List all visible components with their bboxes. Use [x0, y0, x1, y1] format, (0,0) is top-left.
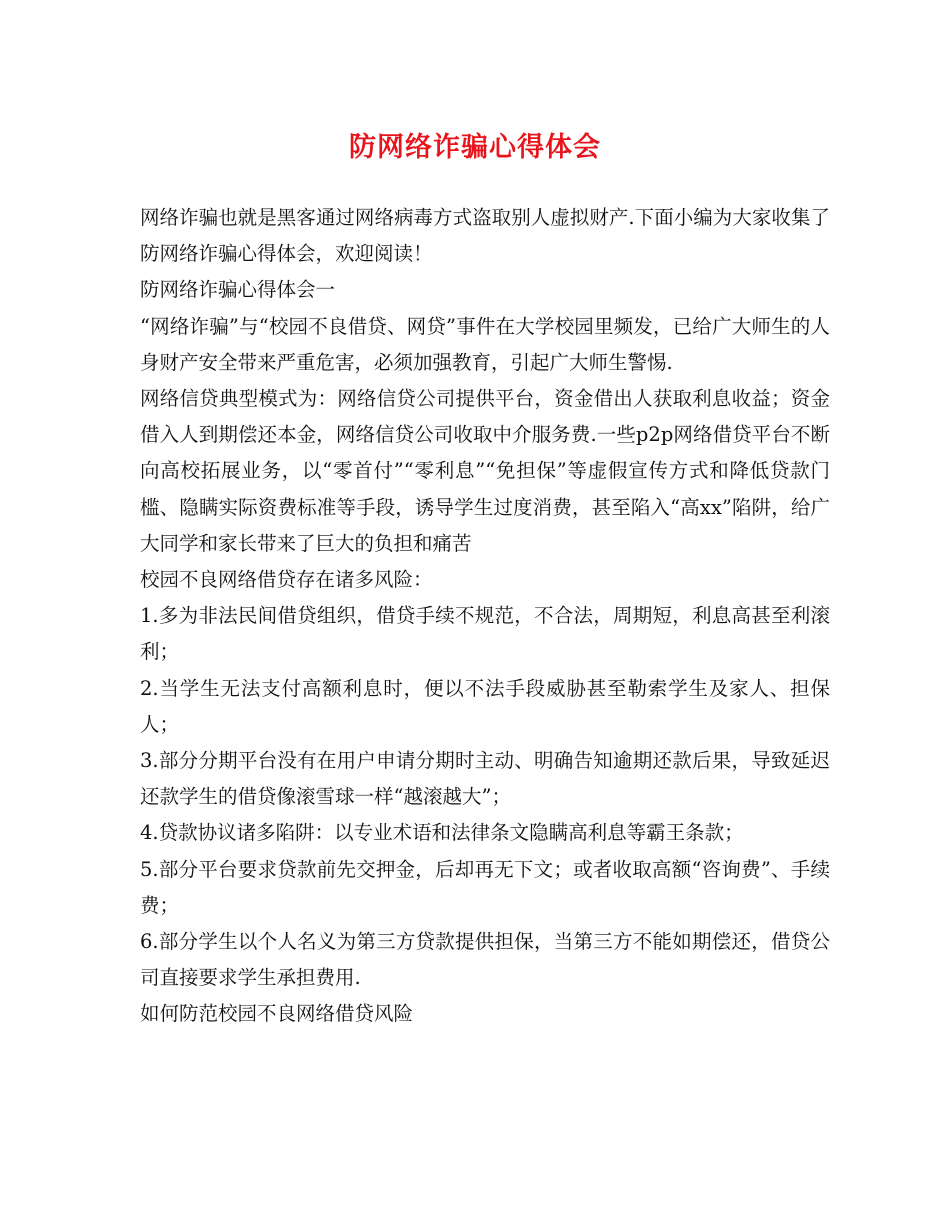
body-paragraph: 网络信贷典型模式为：网络信贷公司提供平台，资金借出人获取利息收益；资金借入人到期偿还本金，网络信贷公司收取中介服务费.一些p2p网络借贷平台不断向高校拓展业务，以“零首付”“零利息”“免担保”等虚假宣传方式和降低贷款门槛、隐瞒实际资费标准等手段，诱导学生过度消费，甚至陷入“高xx”陷阱，给广大同学和家长带来了巨大的负担和痛苦 [140, 387, 830, 555]
risk-list-item-2: 2.当学生无法支付高额利息时，便以不法手段威胁甚至勒索学生及家人、担保人； [140, 676, 830, 736]
risk-list-item-4: 4.贷款协议诸多陷阱：以专业术语和法律条文隐瞒高利息等霸王条款； [140, 821, 744, 845]
section-heading-one: 防网络诈骗心得体会一 [140, 278, 336, 302]
risk-list-item-6: 6.部分学生以个人名义为第三方贷款提供担保，当第三方不能如期偿还，借贷公司直接要求学生承担费用. [140, 930, 830, 990]
document-body [140, 200, 830, 1033]
risk-list-item-5: 5.部分平台要求贷款前先交押金，后却再无下文；或者收取高额“咨询费”、手续费； [140, 857, 830, 917]
risk-list-item-1: 1.多为非法民间借贷组织，借贷手续不规范，不合法，周期短，利息高甚至利滚利； [140, 604, 830, 664]
body-paragraph: “网络诈骗”与“校园不良借贷、网贷”事件在大学校园里频发，已给广大师生的人身财产安全带来严重危害，必须加强教育，引起广大师生警惕. [140, 314, 830, 374]
intro-paragraph: 网络诈骗也就是黑客通过网络病毒方式盗取别人虚拟财产.下面小编为大家收集了防网络诈骗心得体会，欢迎阅读！ [140, 206, 830, 266]
document-title: 防网络诈骗心得体会 [349, 132, 601, 163]
risk-list-item-3: 3.部分分期平台没有在用户申请分期时主动、明确告知逾期还款后果，导致延迟还款学生的借贷像滚雪球一样“越滚越大”； [140, 749, 830, 809]
prevention-heading: 如何防范校园不良网络借贷风险 [140, 1002, 414, 1026]
risk-list-heading: 校园不良网络借贷存在诸多风险： [140, 568, 433, 592]
